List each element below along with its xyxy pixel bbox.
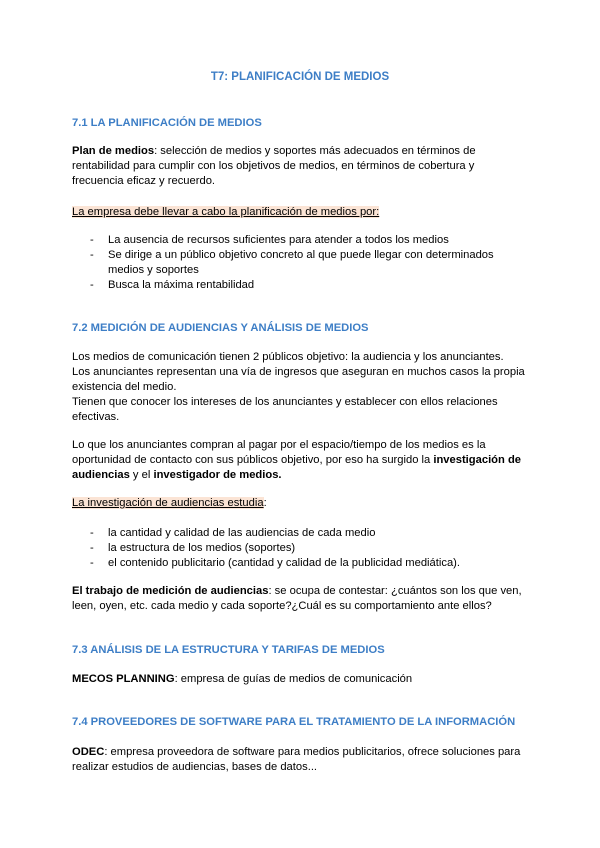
list-item: - la cantidad y calidad de las audiencias de cada medio — [72, 526, 528, 541]
section-heading-7-2: 7.2 MEDICIÓN DE AUDIENCIAS Y ANÁLISIS DE MEDIOS — [72, 322, 369, 334]
medios-line-3: Tienen que conocer los intereses de los anunciantes y establecer con ellos relaciones efectivas. — [72, 396, 498, 423]
investigacion-intro-highlight: La investigación de audiencias estudia — [72, 497, 264, 509]
section-heading-7-4: 7.4 PROVEEDORES DE SOFTWARE PARA EL TRATAMIENTO DE LA INFORMACIÓN — [72, 716, 516, 728]
medios-line-1: Los medios de comunicación tienen 2 públicos objetivo: la audiencia y los anunciantes. — [72, 351, 504, 363]
section-heading-7-1: 7.1 LA PLANIFICACIÓN DE MEDIOS — [72, 117, 262, 129]
odec-term: ODEC — [72, 746, 105, 758]
trabajo-medicion-paragraph — [72, 584, 528, 614]
planificacion-intro-highlight: La empresa debe llevar a cabo la planificación de medios por: — [72, 206, 380, 218]
mecos-planning-paragraph — [72, 672, 528, 687]
trabajo-medicion-text: : se ocupa de contestar: ¿cuántos son los que ven, leen, oyen, etc. cada medio y cada soporte?¿Cuál es su comportamiento ante ellos? — [72, 585, 522, 612]
list-item: - Se dirige a un público objetivo concreto al que puede llegar con determinados medios y soportes — [72, 248, 528, 278]
investigacion-audiencias-term: investigación de audiencias — [72, 454, 522, 481]
investigacion-topics-list — [72, 526, 528, 571]
planificacion-intro — [72, 205, 528, 220]
medios-paragraph-2 — [72, 438, 528, 483]
medios-paragraph-1 — [72, 350, 528, 425]
plan-de-medios-text: : selección de medios y soportes más adecuados en términos de rentabilidad para cumplir con los objetivos de medios, en términos de cobertura y frecuencia eficaz y recuerdo. — [72, 145, 476, 187]
list-item: - La ausencia de recursos suficientes para atender a todos los medios — [72, 233, 528, 248]
odec-paragraph — [72, 745, 528, 775]
document-title: T7: PLANIFICACIÓN DE MEDIOS — [210, 71, 390, 83]
investigacion-intro — [72, 496, 528, 511]
list-item: - Busca la máxima rentabilidad — [72, 278, 528, 293]
investigacion-intro-colon: : — [263, 497, 267, 509]
section-heading-7-3: 7.3 ANÁLISIS DE LA ESTRUCTURA Y TARIFAS DE MEDIOS — [72, 644, 385, 656]
investigador-medios-term: investigador de medios. — [153, 469, 282, 481]
medios-p2-text: Lo que los anunciantes compran al pagar por el espacio/tiempo de los medios es la oportunidad de contacto con sus públicos objetivo, por eso ha surgido la — [72, 439, 486, 466]
planificacion-reasons-list — [72, 233, 528, 293]
mecos-planning-text: : empresa de guías de medios de comunicación — [174, 673, 413, 685]
list-item: - la estructura de los medios (soportes) — [72, 541, 528, 556]
trabajo-medicion-term: El trabajo de medición de audiencias — [72, 585, 269, 597]
odec-text: : empresa proveedora de software para medios publicitarios, ofrece soluciones para realizar estudios de audiencias, bases de datos... — [72, 746, 521, 773]
mecos-planning-term: MECOS PLANNING — [72, 673, 175, 685]
plan-de-medios-term: Plan de medios — [72, 145, 155, 157]
medios-line-2: Los anunciantes representan una vía de ingresos que aseguran en muchos casos la propia existencia del medio. — [72, 366, 525, 393]
medios-p2-mid: y el — [129, 469, 154, 481]
list-item: - el contenido publicitario (cantidad y calidad de la publicidad mediática). — [72, 556, 528, 571]
plan-de-medios-definition — [72, 144, 528, 189]
